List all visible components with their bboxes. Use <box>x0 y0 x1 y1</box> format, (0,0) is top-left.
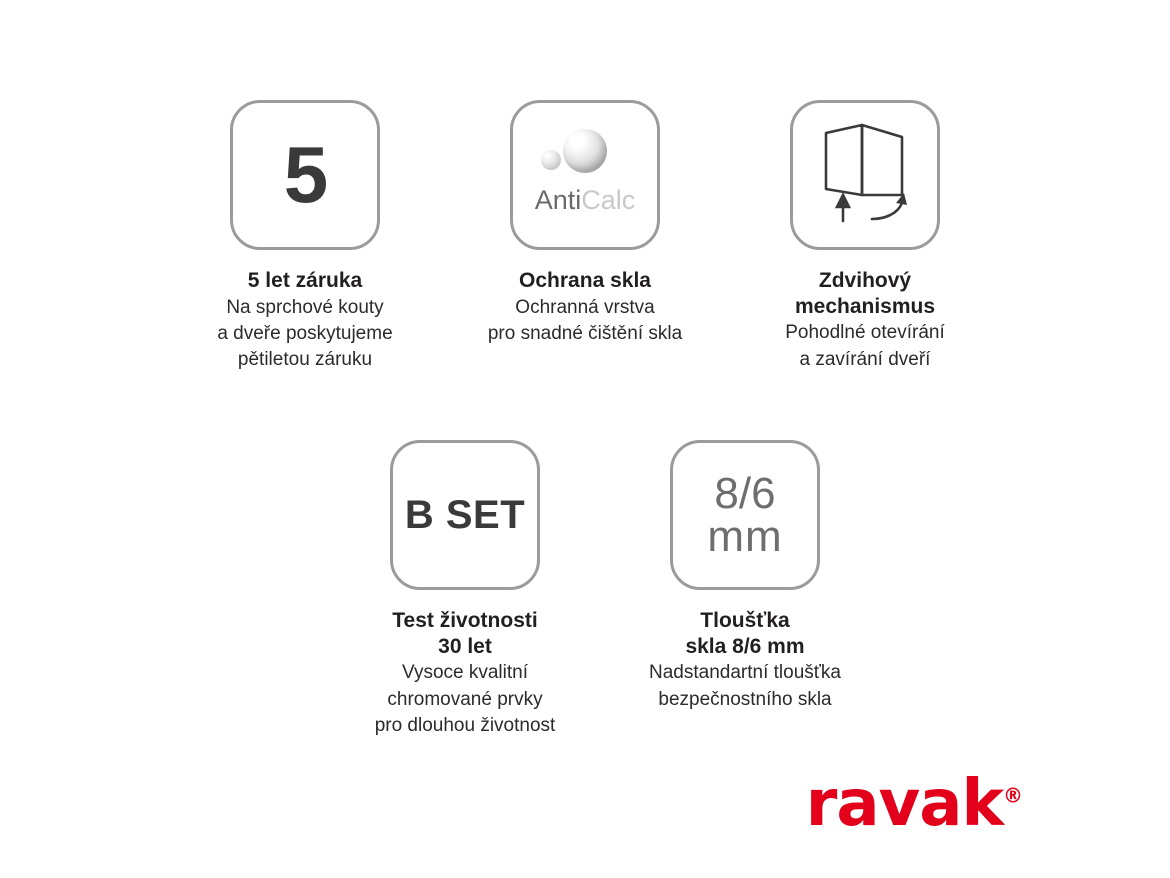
feature-glass-thickness-title-2: skla 8/6 mm <box>685 634 805 658</box>
feature-lift-mechanism-line-2: a zavírání dveří <box>799 348 931 370</box>
feature-durability-test-title-1: Test životnosti <box>392 609 538 632</box>
anticalc-word-anti: Anti <box>534 185 582 215</box>
badge-warranty-number: 5 <box>283 130 327 219</box>
feature-lift-mechanism-title-2: mechanismus <box>794 294 936 318</box>
ravak-logo <box>805 767 1022 841</box>
feature-warranty-line-1: Na sprchové kouty <box>226 296 384 318</box>
feature-durability-test-title-2: 30 let <box>438 634 492 658</box>
feature-row-top <box>0 100 1170 373</box>
anticalc-word-calc: Calc <box>581 185 636 215</box>
badge-durability-test-label: B SET <box>404 492 526 537</box>
badge-lift-mechanism <box>790 100 940 250</box>
feature-warranty <box>195 100 415 373</box>
feature-warranty-line-3: pětiletou záruku <box>237 349 373 371</box>
ravak-logo-text: ravak <box>805 767 1003 841</box>
feature-lift-mechanism <box>755 100 975 372</box>
feature-glass-protection-title: Ochrana skla <box>519 269 651 292</box>
feature-durability-test-line-2: chromované prvky <box>387 688 543 710</box>
badge-glass-thickness-unit: mm <box>707 512 783 561</box>
feature-warranty-title: 5 let záruka <box>247 269 363 292</box>
feature-glass-protection-line-2: pro snadné čištění skla <box>487 322 683 344</box>
feature-lift-mechanism-line-1: Pohodlné otevírání <box>785 322 945 344</box>
feature-glass-thickness-line-2: bezpečnostního skla <box>658 688 832 710</box>
feature-durability-test <box>355 440 575 738</box>
feature-warranty-line-2: a dveře poskytujeme <box>217 322 393 344</box>
feature-durability-test-line-3: pro dlouhou životnost <box>374 714 556 736</box>
badge-durability-test <box>390 440 540 590</box>
door-lift-icon <box>810 123 920 227</box>
water-drop-small-icon <box>541 150 561 170</box>
badge-glass-thickness-value <box>707 468 783 561</box>
badge-glass-thickness <box>670 440 820 590</box>
feature-glass-thickness-title-1: Tloušťka <box>700 609 790 632</box>
badge-glass-protection <box>510 100 660 250</box>
feature-glass-thickness <box>635 440 855 712</box>
badge-warranty <box>230 100 380 250</box>
feature-durability-test-line-1: Vysoce kvalitní <box>401 662 528 684</box>
feature-glass-thickness-line-1: Nadstandartní tloušťka <box>649 662 841 684</box>
feature-glass-protection-line-1: Ochranná vrstva <box>515 296 655 318</box>
registered-trademark-icon: ® <box>1003 783 1022 808</box>
water-drop-large-icon <box>563 129 607 173</box>
feature-lift-mechanism-title-1: Zdvihový <box>818 269 912 292</box>
anticalc-graphic <box>513 103 657 247</box>
badge-glass-thickness-number: 8/6 <box>714 468 776 518</box>
feature-glass-protection <box>475 100 695 346</box>
anticalc-wordmark <box>513 185 657 216</box>
feature-row-bottom <box>0 440 1170 738</box>
